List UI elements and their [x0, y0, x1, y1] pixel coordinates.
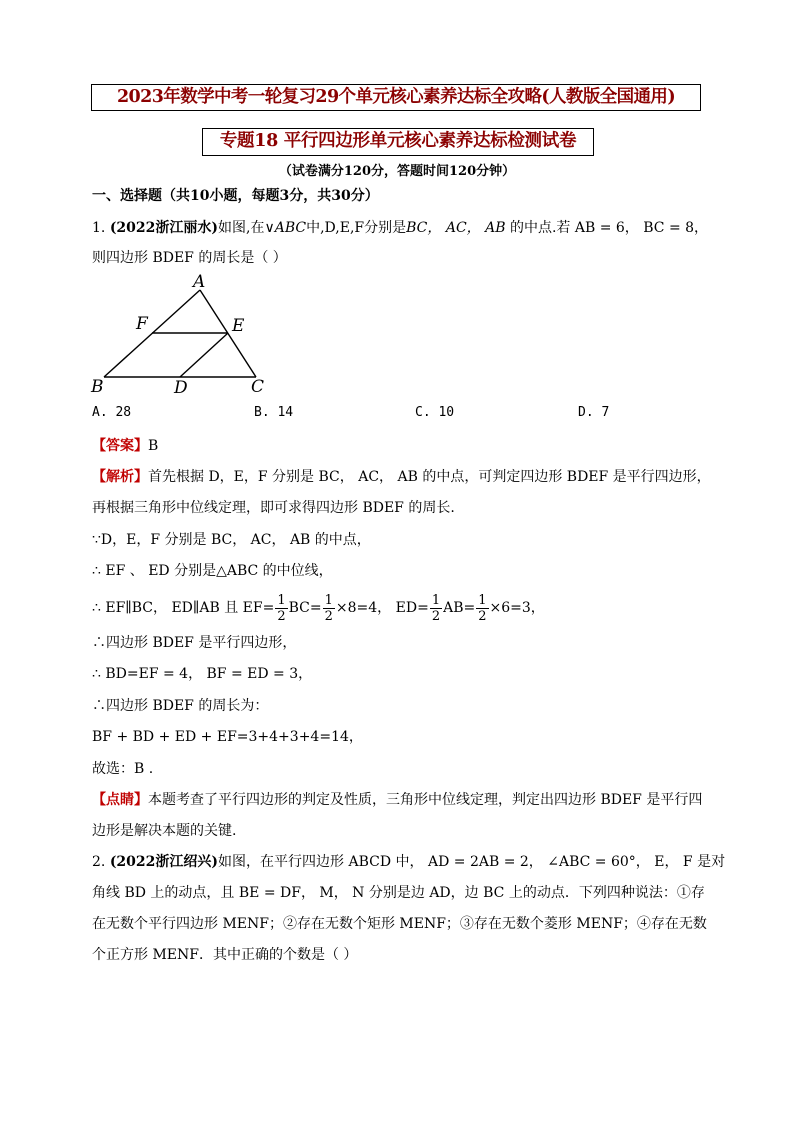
label-a: A: [193, 272, 206, 292]
q2-line3: 在无数个平行四边形 MENF；②存在无数个矩形 MENF；③存在无数个菱形 MENF；④存在无数: [92, 916, 707, 932]
step-4: ∴四边形 BDEF 是平行四边形，: [92, 635, 297, 651]
option-c[interactable]: C. 10: [415, 405, 455, 420]
q2-text-1: 如图，在平行四边形 ABCD 中， AD = 2AB = 2， ∠ABC = 60°， E， F 是对: [218, 854, 726, 870]
option-b[interactable]: B. 14: [254, 405, 294, 420]
step-3a: ∴ EF∥BC， ED∥AB 且 EF=: [92, 600, 275, 616]
q1-triangle-figure: [88, 270, 278, 398]
series-title: 2023年数学中考一轮复习29个单元核心素养达标全攻略(人教版全国通用): [91, 84, 701, 111]
q1-stem-d: 的中点.若 AB = 6， BC = 8，: [505, 220, 709, 236]
step-3d: AB=: [443, 600, 476, 616]
fraction-half-1: $\frac{1}{2}$: [277, 592, 286, 624]
q1-triangle: ∨ABC: [264, 220, 307, 236]
comment-text-1: 本题考查了平行四边形的判定及性质，三角形中位线定理，判定出四边形 BDEF 是平行四: [148, 792, 703, 808]
label-e: E: [232, 316, 245, 336]
answer-line: [92, 436, 158, 456]
q1-stem-a: 如图,在: [218, 220, 265, 236]
fraction-half-2: $\frac{1}{2}$: [324, 592, 333, 624]
analysis-label: 【解析】: [92, 469, 148, 485]
q1-number: 1.: [92, 220, 106, 236]
label-f: F: [136, 314, 148, 334]
analysis-line2: 再根据三角形中位线定理，即可求得四边形 BDEF 的周长.: [92, 500, 455, 516]
fraction-half-3: $\frac{1}{2}$: [431, 592, 441, 624]
step-3b: BC=: [288, 600, 322, 616]
label-c: C: [251, 377, 265, 397]
q2-source: (2022浙江绍兴): [109, 854, 219, 870]
step-5: ∴ BD=EF = 4， BF = ED = 3，: [92, 666, 313, 682]
label-d: D: [174, 378, 188, 398]
option-d[interactable]: D. 7: [578, 405, 610, 420]
q2-number: 2.: [92, 854, 106, 870]
step-1: ∵D，E，F 分别是 BC， AC， AB 的中点，: [92, 532, 371, 548]
answer-value: B: [148, 438, 159, 454]
comment-line1: [92, 790, 702, 810]
answer-label: 【答案】: [92, 438, 148, 454]
paper-title: 专题18 平行四边形单元核心素养达标检测试卷: [202, 128, 594, 156]
q2-line4: 个正方形 MENF．其中正确的个数是（ ）: [92, 947, 358, 963]
comment-label: 【点睛】: [92, 792, 148, 808]
step-3e: ×6=3，: [489, 600, 545, 616]
segment-ed: [180, 333, 228, 377]
conclusion: 故选：B .: [92, 761, 154, 777]
q2-line2: 角线 BD 上的动点，且 BE = DF， M， N 分别是边 AD，边 BC 上的动点．下列四种说法：①存: [92, 885, 705, 901]
q1-stem-b: 中,D,E,F分别是: [306, 220, 407, 236]
q2-line1: [92, 852, 725, 872]
label-b: B: [91, 377, 104, 397]
option-a[interactable]: A. 28: [92, 405, 132, 420]
step-3c: ×8=4， ED=: [335, 600, 429, 616]
analysis-text-1: 首先根据 D，E，F 分别是 BC， AC， AB 的中点，可判定四边形 BDEF 是平行四边形，: [148, 469, 711, 485]
exam-info: （试卷满分120分，答题时间120分钟）: [278, 164, 516, 179]
comment-line2: 边形是解决本题的关键.: [92, 823, 237, 839]
step-2: ∴ EF 、 ED 分别是△ABC 的中位线，: [92, 563, 333, 579]
step-3: [92, 590, 545, 626]
q1-source: (2022浙江丽水): [109, 220, 219, 236]
q1-stem-c: BC， AC， AB: [406, 220, 506, 236]
q1-stem-line1: [92, 218, 708, 238]
step-6: ∴四边形 BDEF 的周长为：: [92, 698, 269, 714]
section-heading: 一、选择题（共10小题，每题3分，共30分）: [92, 188, 379, 204]
analysis-line1: [92, 467, 711, 487]
step-7: BF + BD + ED + EF=3+4+3+4=14，: [92, 729, 363, 745]
fraction-half-4: $\frac{1}{2}$: [478, 592, 487, 624]
q1-stem-line2: 则四边形 BDEF 的周长是（ ）: [92, 250, 287, 266]
